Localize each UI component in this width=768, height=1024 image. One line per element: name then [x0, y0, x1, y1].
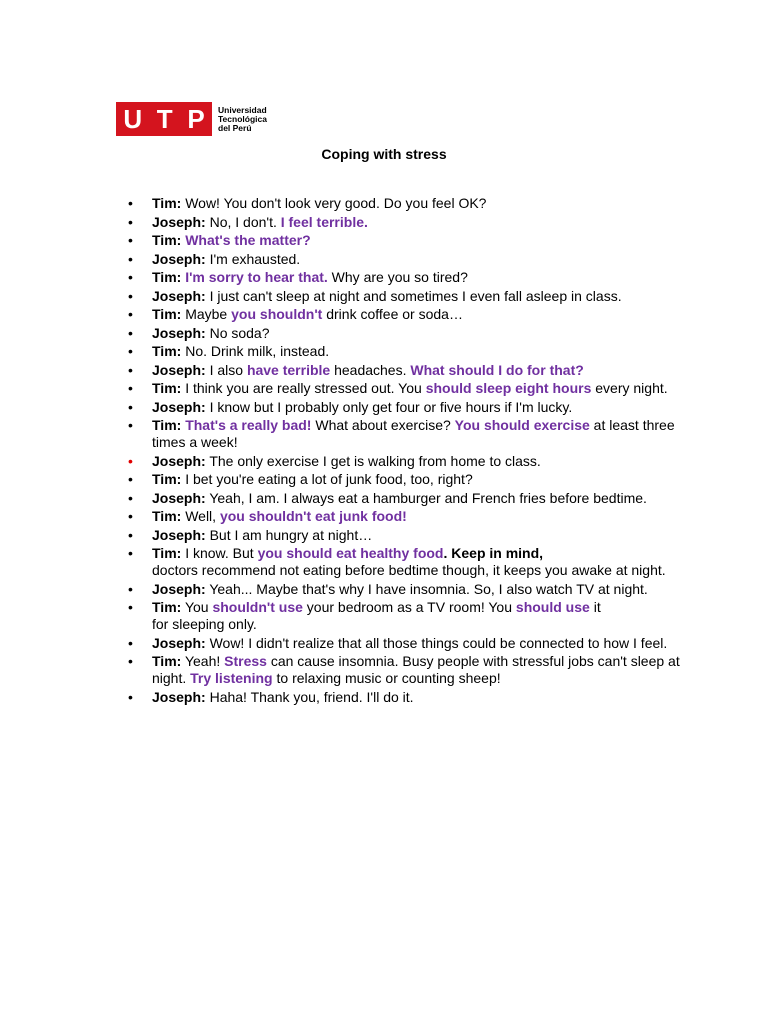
dialogue-text: The only exercise I get is walking from home to class. — [205, 452, 541, 469]
speaker-name: Tim: — [152, 380, 182, 396]
dialogue-line — [128, 471, 688, 488]
utp-logo — [116, 102, 267, 136]
highlighted-phrase: That's a really bad! — [185, 417, 312, 433]
dialogue-text: But I am hungry at night… — [205, 526, 373, 543]
dialogue-line — [128, 214, 688, 231]
dialogue-text: drink coffee or soda… — [322, 306, 463, 322]
highlighted-phrase: you shouldn't eat junk food! — [219, 508, 407, 524]
dialogue-text: Wow! You don't look very good. Do you feel OK? — [181, 195, 487, 211]
speaker-name: Tim: — [152, 343, 182, 359]
bullet-icon: • — [128, 269, 133, 285]
speaker-name: Joseph: — [152, 634, 206, 651]
dialogue-text: I think you are really stressed out. You — [181, 380, 426, 396]
dialogue-text: I just can't sleep at night and sometimes I even fall asleep in class. — [205, 287, 622, 304]
highlighted-phrase: I feel terrible. — [280, 213, 368, 230]
dialogue-text: Why are you so tired? — [327, 269, 468, 285]
highlighted-phrase: I'm sorry to hear that. — [185, 269, 328, 285]
dialogue-text: I'm exhausted. — [205, 250, 301, 267]
highlighted-phrase: What's the matter? — [185, 232, 311, 248]
bullet-icon: • — [128, 599, 133, 615]
dialogue-line — [128, 380, 688, 397]
dialogue-text: headaches. — [330, 361, 411, 378]
dialogue-text: Yeah! — [181, 653, 225, 669]
dialogue-text: Yeah, I am. I always eat a hamburger and French fries before bedtime. — [205, 489, 647, 506]
speaker-name: Tim: — [152, 417, 182, 433]
dialogue-text: it — [589, 599, 601, 615]
speaker-name: Joseph: — [152, 361, 206, 378]
dialogue-text: for sleeping only. — [152, 616, 257, 632]
dialogue-text: . Keep in mind, — [443, 545, 544, 561]
speaker-name: Joseph: — [152, 250, 206, 267]
dialogue-text: No. Drink milk, instead. — [181, 343, 330, 359]
dialogue-text: Well, — [181, 508, 220, 524]
dialogue-text: every night. — [591, 380, 668, 396]
dialogue-text: I bet you're eating a lot of junk food, too, right? — [181, 471, 473, 487]
dialogue-text: Yeah... Maybe that's why I have insomnia. So, I also watch TV at night. — [205, 580, 648, 597]
speaker-name: Tim: — [152, 653, 182, 669]
bullet-icon: • — [128, 489, 133, 506]
dialogue-line — [128, 490, 688, 507]
dialogue-line — [128, 343, 688, 360]
highlighted-phrase: have terrible — [246, 361, 331, 378]
bullet-icon: • — [128, 471, 133, 487]
speaker-name: Joseph: — [152, 688, 206, 705]
bullet-icon: • — [128, 688, 133, 705]
dialogue-text: doctors recommend not eating before bedtime though, it keeps you awake at night. — [152, 562, 666, 578]
highlighted-phrase: should sleep eight hours — [425, 380, 592, 396]
dialogue-line — [128, 689, 688, 706]
dialogue-text: No, I don't. — [205, 213, 281, 230]
dialogue-text: to relaxing music or counting sheep! — [272, 670, 501, 686]
highlighted-phrase: shouldn't use — [212, 599, 303, 615]
bullet-icon: • — [128, 195, 133, 211]
bullet-icon: • — [128, 250, 133, 267]
speaker-name: Joseph: — [152, 213, 206, 230]
dialogue-text: You — [181, 599, 213, 615]
dialogue-line — [128, 417, 688, 451]
speaker-name: Joseph: — [152, 398, 206, 415]
dialogue-line — [128, 288, 688, 305]
dialogue-line — [128, 195, 688, 212]
highlighted-phrase: What should I do for that? — [410, 361, 584, 378]
dialogue-text: I know but I probably only get four or five hours if I'm lucky. — [205, 398, 573, 415]
dialogue-text: What about exercise? — [311, 417, 455, 433]
dialogue-line — [128, 599, 688, 633]
bullet-icon: • — [128, 232, 133, 248]
dialogue-line — [128, 362, 688, 379]
dialogue-text: your bedroom as a TV room! You — [302, 599, 516, 615]
bullet-icon: • — [128, 343, 133, 359]
utp-logo-text: Universidad Tecnológica del Perú — [218, 104, 267, 133]
speaker-name: Tim: — [152, 545, 182, 561]
document-title: Coping with stress — [321, 146, 447, 162]
highlighted-phrase: You should exercise — [454, 417, 590, 433]
bullet-icon: • — [128, 526, 133, 543]
speaker-name: Joseph: — [152, 489, 206, 506]
dialogue-line — [128, 453, 688, 470]
bullet-icon: • — [128, 508, 133, 524]
highlighted-phrase: should use — [515, 599, 590, 615]
dialogue-line — [128, 306, 688, 323]
bullet-icon: • — [128, 213, 133, 230]
dialogue-text: I also — [205, 361, 247, 378]
speaker-name: Tim: — [152, 195, 182, 211]
dialogue-text: I know. But — [181, 545, 258, 561]
dialogue-text: No soda? — [205, 324, 270, 341]
speaker-name: Joseph: — [152, 580, 206, 597]
highlighted-phrase: Try listening — [190, 670, 273, 686]
bullet-icon: • — [128, 380, 133, 396]
bullet-icon: • — [128, 634, 133, 651]
speaker-name: Tim: — [152, 269, 182, 285]
dialogue-text: Maybe — [181, 306, 232, 322]
dialogue-line — [128, 653, 688, 687]
dialogue-line — [128, 545, 688, 579]
bullet-icon: • — [128, 287, 133, 304]
bullet-icon: • — [128, 417, 133, 433]
speaker-name: Joseph: — [152, 287, 206, 304]
bullet-icon: • — [128, 324, 133, 341]
highlighted-phrase: Stress — [224, 653, 267, 669]
dialogue-line — [128, 527, 688, 544]
dialogue-list — [128, 195, 688, 707]
dialogue-text: at least three times a week! — [152, 417, 675, 450]
utp-logo-mark: U T P — [116, 102, 212, 136]
dialogue-text: can cause insomnia. Busy people with stressful jobs can't sleep at night. — [152, 653, 680, 686]
bullet-icon: • — [128, 653, 133, 669]
speaker-name: Joseph: — [152, 526, 206, 543]
dialogue-line — [128, 232, 688, 249]
dialogue-line — [128, 251, 688, 268]
speaker-name: Joseph: — [152, 452, 206, 469]
dialogue-line — [128, 635, 688, 652]
dialogue-line — [128, 508, 688, 525]
highlighted-phrase: you should eat healthy food — [257, 545, 444, 561]
speaker-name: Joseph: — [152, 324, 206, 341]
speaker-name: Tim: — [152, 508, 182, 524]
dialogue-line — [128, 325, 688, 342]
highlighted-phrase: you shouldn't — [231, 306, 323, 322]
bullet-icon: • — [128, 306, 133, 322]
speaker-name: Tim: — [152, 599, 182, 615]
dialogue-text: Wow! I didn't realize that all those things could be connected to how I feel. — [205, 634, 668, 651]
bullet-icon: • — [128, 452, 133, 469]
speaker-name: Tim: — [152, 232, 182, 248]
dialogue-text: Haha! Thank you, friend. I'll do it. — [205, 688, 414, 705]
bullet-icon: • — [128, 398, 133, 415]
bullet-icon: • — [128, 580, 133, 597]
dialogue-line — [128, 399, 688, 416]
speaker-name: Tim: — [152, 306, 182, 322]
bullet-icon: • — [128, 361, 133, 378]
bullet-icon: • — [128, 545, 133, 561]
dialogue-line — [128, 269, 688, 286]
speaker-name: Tim: — [152, 471, 182, 487]
dialogue-line — [128, 581, 688, 598]
